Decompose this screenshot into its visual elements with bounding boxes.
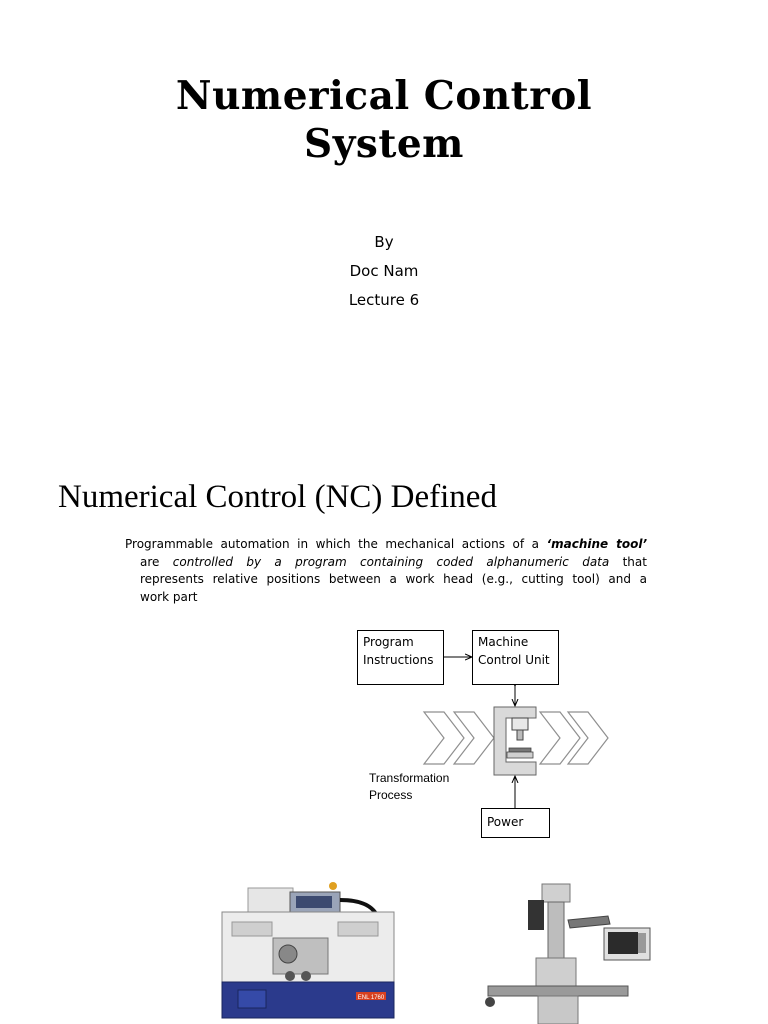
lathe-badge: ENL 1760 (357, 995, 385, 1001)
power-box (481, 808, 550, 838)
chevron-icon (424, 712, 464, 764)
box-label: Program (363, 635, 414, 649)
definition-line-4: work part (140, 589, 198, 604)
definition-emphasis: controlled by a program containing coded alphanumeric data (172, 554, 610, 569)
definition-text: Programmable automation in which the mechanical actions of a (125, 537, 547, 551)
definition-line-3: represents relative positions between a work head (e.g., cutting tool) and a (140, 572, 647, 587)
machine-tool-icon (494, 707, 536, 775)
program-instructions-box (357, 630, 444, 685)
box-label: Instructions (363, 653, 434, 667)
box-label: Power (487, 815, 524, 829)
label-line: Process (369, 788, 413, 802)
definition-text: are (140, 554, 173, 569)
label-line: Transformation (369, 771, 450, 785)
machine-control-unit-box (472, 630, 559, 685)
input-chevrons (424, 712, 494, 764)
box-label: Machine (478, 635, 529, 649)
slide-title-line-1: Numerical Control (175, 73, 593, 119)
output-chevrons (540, 712, 608, 764)
slide-title-line-2: System (304, 121, 464, 167)
cnc-mill-image (478, 880, 668, 1024)
section-title: Numerical Control (NC) Defined (58, 479, 497, 515)
transformation-process-label (369, 770, 449, 804)
definition-text: that (609, 554, 647, 569)
definition-machine-tool: ‘machine tool’ (546, 537, 648, 551)
byline-lecture: Lecture 6 (348, 291, 420, 309)
byline-by: By (374, 233, 394, 251)
cnc-lathe-image (218, 878, 398, 1024)
byline-author: Doc Nam (349, 262, 419, 280)
box-label: Control Unit (478, 653, 550, 667)
